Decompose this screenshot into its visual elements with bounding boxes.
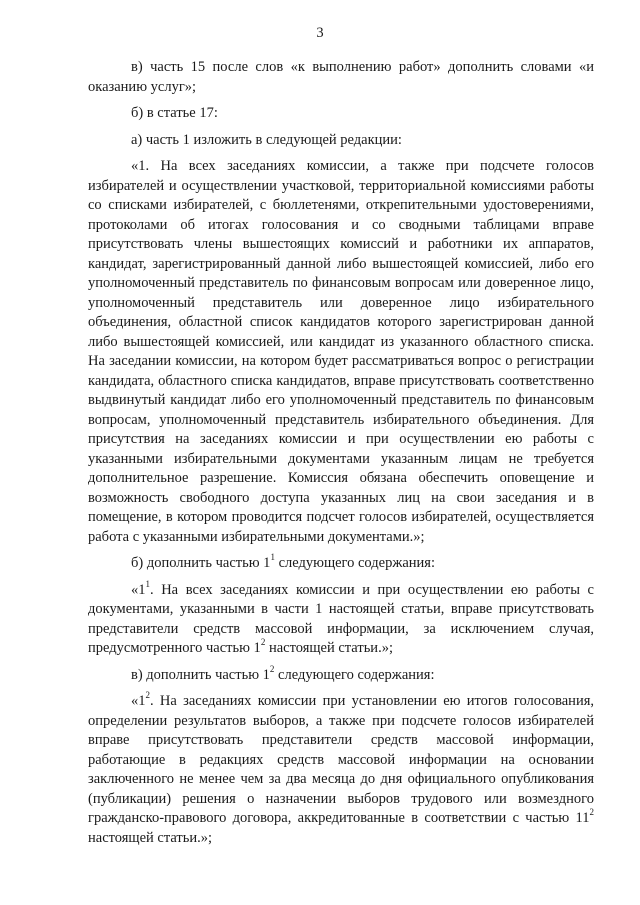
text-segment: «1 <box>131 693 146 709</box>
text-segment: б) дополнить частью 1 <box>131 555 271 571</box>
paragraph-add-part-1-1 <box>88 554 594 574</box>
superscript: 2 <box>589 807 594 817</box>
text-segment: следующего содержания: <box>274 555 436 571</box>
text-segment: «1 <box>131 581 146 598</box>
text-segment: следующего содержания: <box>274 666 435 683</box>
paragraph-part-1-intro: а) часть 1 изложить в следующей редакции: <box>131 131 402 148</box>
text-segment: . На заседаниях комиссии при установлении ею итогов голосования, определении результатов выборов, а также при подсчете голосов избирателей вправе присутствовать представители средств массовой информации, работающие в редакциях средств массовой информации на основании заключенного не менее чем за два месяца до дня официального опубликования (публикации) решения о назначении выборов трудового или возмездного гражданско-правового договора, аккредитованные в соответствии с частью 11 <box>88 693 594 826</box>
superscript: 2 <box>269 663 275 674</box>
text-segment: настоящей статьи.»; <box>265 640 393 656</box>
paragraph-part-1-text: «1. На всех заседаниях комиссии, а также при подсчете голосов избирателей и осуществлении участковой, территориальной комиссиями работы со списками избирателей, с бюллетенями, открепительными удостоверениями, протоколами об итогах голосования и со сводными таблицами вправе присутствовать члены вышестоящих комиссий и работники их аппаратов, кандидат, зарегистрированный данной либо вышестоящей комиссией, либо его уполномоченный представитель по финансовым вопросам или доверенное лицо, уполномоченный представитель или доверенное лицо избирательного объединения, областной список кандидатов которого зарегистрирован данной либо вышестоящей комиссией, или кандидат из указанного областного списка. На заседании комиссии, на котором будет рассматриваться вопрос о регистрации кандидата, областного списка кандидатов, вправе присутствовать соответственно выдвинутый кандидат либо его уполномоченный представитель по финансовым вопросам, уполномоченный представитель избирательного объединения. Для присутствия на заседаниях комиссии и при осуществлении ею работы с указанными избирательными документами указанным лицам не требуется дополнительное разрешение. Комиссия обязана обеспечить оповещение и возможность свободного доступа указанных лиц на свои заседания и в помещение, в котором проводится подсчет голосов избирателей, осуществляется работа с указанными избирательными документами.»; <box>88 158 594 545</box>
paragraph-amendment-part-15: в) часть 15 после слов «к выполнению работ» дополнить словами «и оказанию услуг»; <box>88 59 594 95</box>
document-body <box>88 58 594 855</box>
page-number: 3 <box>316 25 324 41</box>
text-segment: . На всех заседаниях комиссии и при осуществлении ею работы с документами, указанными в части 1 настоящей статьи, вправе присутствовать представители средств массовой информации, за исключением случая, предусмотренного частью 1 <box>88 581 594 656</box>
superscript: 2 <box>260 637 266 647</box>
superscript: 1 <box>270 552 275 562</box>
paragraph-add-part-1-2 <box>88 663 594 686</box>
text-segment: настоящей статьи.»; <box>88 829 213 846</box>
paragraph-part-1-1-text <box>88 578 594 659</box>
paragraph-part-1-2-text <box>88 692 594 848</box>
superscript: 1 <box>145 578 150 589</box>
text-segment: в) дополнить частью 1 <box>131 666 270 683</box>
superscript: 2 <box>145 690 150 700</box>
paragraph-article-17: б) в статье 17: <box>131 105 218 121</box>
